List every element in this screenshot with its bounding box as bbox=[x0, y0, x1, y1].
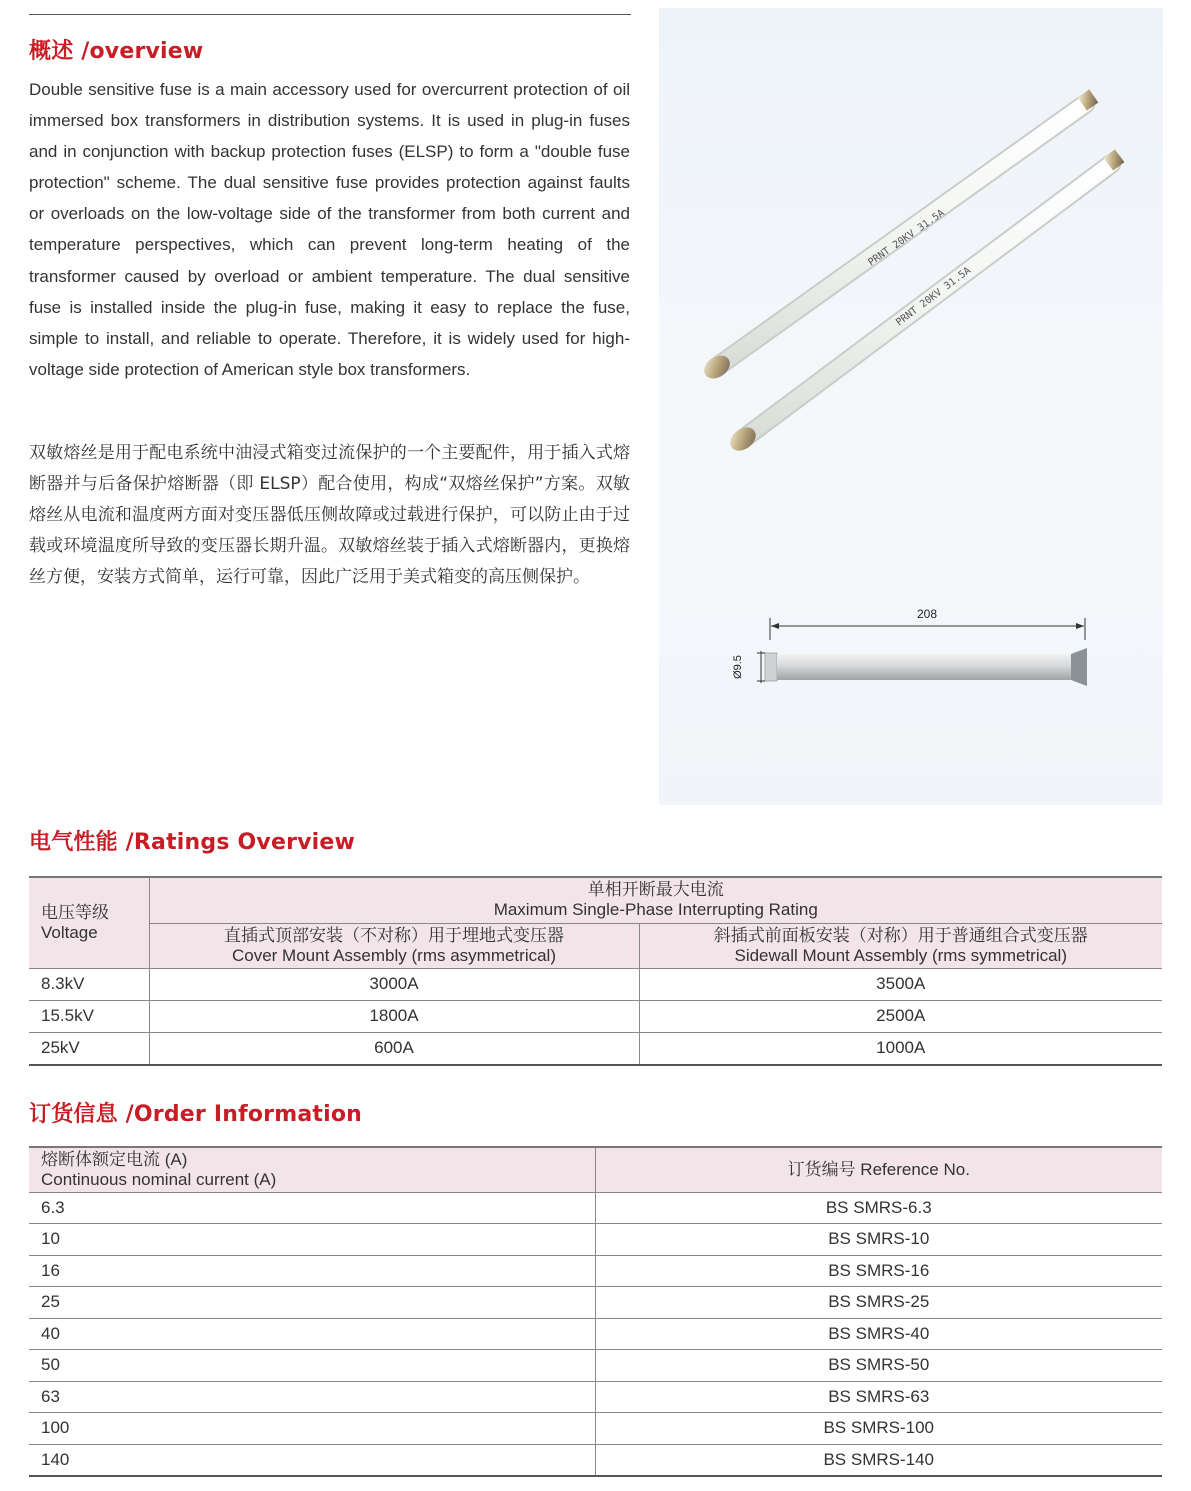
voltage-header bbox=[29, 877, 149, 968]
top-divider bbox=[29, 14, 631, 15]
reference-cell: BS SMRS-25 bbox=[595, 1287, 1162, 1319]
reference-cell: BS SMRS-6.3 bbox=[595, 1192, 1162, 1224]
cover-mount-header-zh: 直插式顶部安装（不对称）用于埋地式变压器 bbox=[224, 925, 564, 945]
table-row bbox=[29, 1318, 1162, 1350]
dimension-length: 208 bbox=[916, 607, 938, 621]
table-row bbox=[29, 1287, 1162, 1319]
reference-cell: BS SMRS-10 bbox=[595, 1224, 1162, 1256]
group-header-en: Maximum Single-Phase Interrupting Rating bbox=[493, 900, 818, 920]
current-cell: 63 bbox=[29, 1381, 595, 1413]
table-row bbox=[29, 1192, 1162, 1224]
reference-cell: BS SMRS-63 bbox=[595, 1381, 1162, 1413]
fuse-label-2: PRNT 20KV 31.5A bbox=[894, 265, 973, 329]
fuse-illustration bbox=[659, 8, 1163, 805]
sidewall-rating-cell: 2500A bbox=[639, 1000, 1162, 1032]
sidewall-rating-cell: 3500A bbox=[639, 968, 1162, 1000]
group-header-zh: 单相开断最大电流 bbox=[587, 880, 724, 900]
voltage-header-en: Voltage bbox=[41, 922, 98, 942]
reference-cell: BS SMRS-140 bbox=[595, 1444, 1162, 1476]
sidewall-rating-cell: 1000A bbox=[639, 1032, 1162, 1065]
reference-header: 订货编号 Reference No. bbox=[595, 1147, 1162, 1192]
fuse-1 bbox=[700, 89, 1099, 383]
fuse-2 bbox=[726, 149, 1125, 455]
table-row bbox=[29, 1000, 1162, 1032]
product-image bbox=[659, 8, 1163, 805]
current-cell: 100 bbox=[29, 1413, 595, 1445]
current-cell: 25 bbox=[29, 1287, 595, 1319]
voltage-cell: 15.5kV bbox=[29, 1000, 149, 1032]
ratings-table bbox=[29, 876, 1162, 1066]
table-row bbox=[29, 1224, 1162, 1256]
current-cell: 140 bbox=[29, 1444, 595, 1476]
reference-cell: BS SMRS-50 bbox=[595, 1350, 1162, 1382]
reference-cell: BS SMRS-100 bbox=[595, 1413, 1162, 1445]
order-table bbox=[29, 1146, 1162, 1477]
current-header-zh: 熔断体额定电流 (A) bbox=[41, 1149, 188, 1169]
current-cell: 6.3 bbox=[29, 1192, 595, 1224]
overview-paragraph-en: Double sensitive fuse is a main accessory used for overcurrent protection of oil immersed box transformers in distribution systems. It is used in plug-in fuses and in conjunction with backup protection fuses (ELSP) to form a "double fuse protection" scheme. The dual sensitive fuse provides protection against faults or overloads on the low-voltage side of the transformer from both current and temperature perspectives, which can prevent long-term heating of the transformer caused by overload or ambient temperature. The dual sensitive fuse is installed inside the plug-in fuse, making it easy to replace the fuse, simple to install, and reliable to operate. Therefore, it is widely used for high-voltage side protection of American style box transformers. bbox=[29, 80, 630, 379]
sidewall-mount-header bbox=[639, 923, 1162, 968]
cover-rating-cell: 600A bbox=[149, 1032, 639, 1065]
sidewall-mount-header-zh: 斜插式前面板安装（对称）用于普通组合式变压器 bbox=[713, 925, 1088, 945]
current-cell: 10 bbox=[29, 1224, 595, 1256]
ratings-title: 电气性能 /Ratings Overview bbox=[29, 830, 356, 855]
current-cell: 50 bbox=[29, 1350, 595, 1382]
overview-title: 概述 /overview bbox=[29, 39, 204, 64]
fuse-label-1: PRNT 20KV 31.5A bbox=[866, 207, 947, 269]
table-row bbox=[29, 1413, 1162, 1445]
voltage-cell: 25kV bbox=[29, 1032, 149, 1065]
cover-mount-header bbox=[149, 923, 639, 968]
current-header bbox=[29, 1147, 595, 1192]
table-row bbox=[29, 1350, 1162, 1382]
current-header-en: Continuous nominal current (A) bbox=[41, 1169, 277, 1189]
table-row bbox=[29, 1255, 1162, 1287]
cover-mount-header-en: Cover Mount Assembly (rms asymmetrical) bbox=[231, 945, 556, 965]
sidewall-mount-header-en: Sidewall Mount Assembly (rms symmetrical) bbox=[734, 945, 1067, 965]
dimension-drawing bbox=[732, 607, 1087, 686]
cover-rating-cell: 3000A bbox=[149, 968, 639, 1000]
table-row bbox=[29, 968, 1162, 1000]
current-cell: 16 bbox=[29, 1255, 595, 1287]
order-title: 订货信息 /Order Information bbox=[29, 1102, 363, 1127]
table-row bbox=[29, 1032, 1162, 1065]
table-row bbox=[29, 1381, 1162, 1413]
voltage-header-zh: 电压等级 bbox=[41, 902, 109, 922]
cover-rating-cell: 1800A bbox=[149, 1000, 639, 1032]
interrupting-group-header bbox=[149, 877, 1162, 923]
reference-cell: BS SMRS-16 bbox=[595, 1255, 1162, 1287]
dimension-diameter: Ø9.5 bbox=[732, 655, 744, 679]
reference-cell: BS SMRS-40 bbox=[595, 1318, 1162, 1350]
current-cell: 40 bbox=[29, 1318, 595, 1350]
table-row bbox=[29, 1444, 1162, 1476]
voltage-cell: 8.3kV bbox=[29, 968, 149, 1000]
overview-paragraph-zh: 双敏熔丝是用于配电系统中油浸式箱变过流保护的一个主要配件，用于插入式熔断器并与后备保护熔断器（即 ELSP）配合使用，构成“双熔丝保护”方案。双敏熔丝从电流和温度两方面对变压器低压侧故障或过载进行保护，可以防止由于过载或环境温度所导致的变压器长期升温。双敏熔丝装于插入式熔断器内，更换熔丝方便，安装方式简单，运行可靠，因此广泛用于美式箱变的高压侧保护。 bbox=[29, 443, 630, 587]
